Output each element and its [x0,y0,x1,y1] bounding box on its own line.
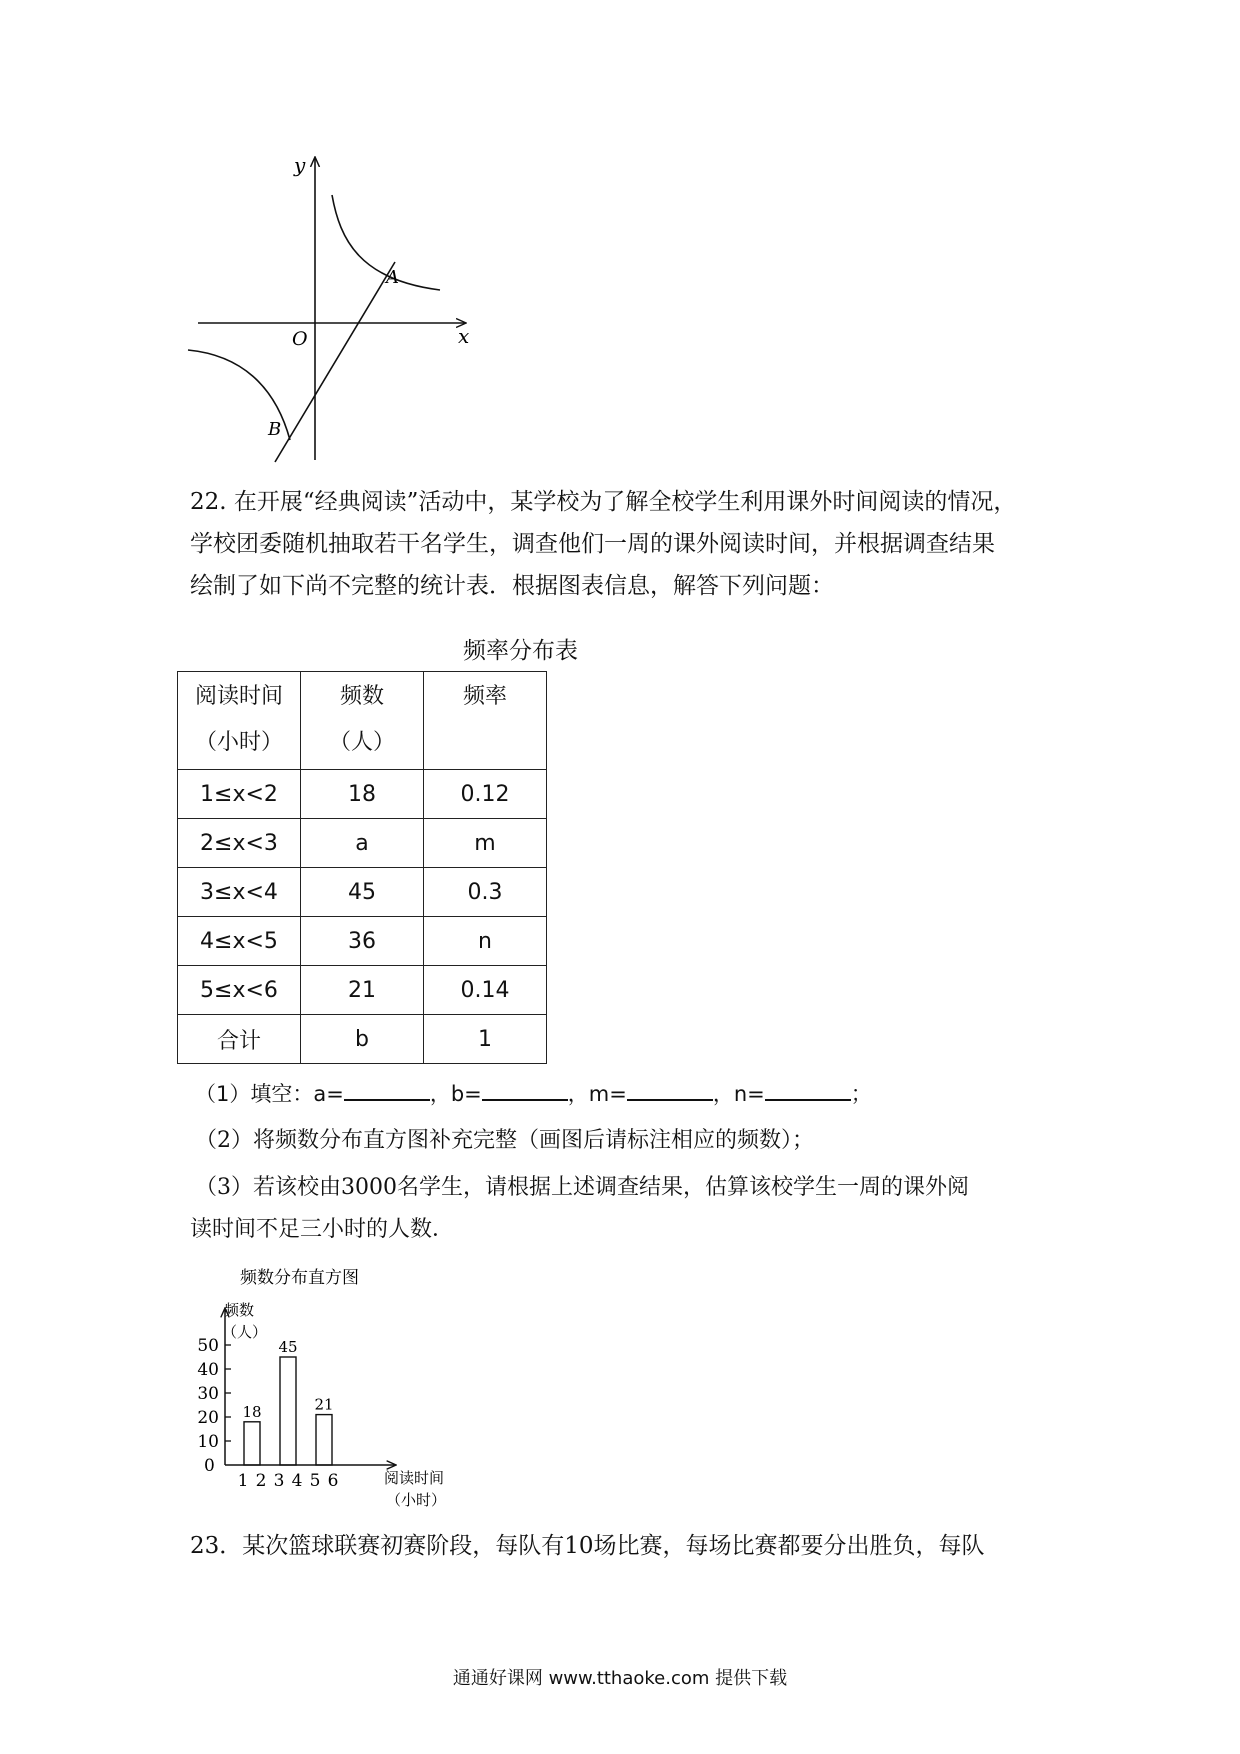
histogram-ylabel-1: 频数 [224,1301,255,1319]
table-header-row [178,672,547,770]
cell-rate: 0.12 [424,770,547,819]
straight-line [275,262,395,462]
cell-count: b [301,1015,424,1064]
y-tick-label: 20 [197,1408,219,1428]
y-tick-label: 40 [197,1360,219,1380]
cell-count: 21 [301,966,424,1015]
question-23-text: 23．某次篮球联赛初赛阶段，每队有10场比赛，每场比赛都要分出胜负，每队 [190,1533,985,1559]
frequency-table [177,671,547,1064]
cell-rate: 0.14 [424,966,547,1015]
origin-label: O [292,328,308,350]
histogram-ylabel-2: （人） [222,1323,268,1341]
table-row [178,770,547,819]
histogram-bar [244,1422,260,1465]
histogram-bar [316,1415,332,1465]
table-row [178,917,547,966]
x-tick-label: 4 [291,1471,303,1491]
header-frequency-rate: 频率 [424,672,547,770]
cell-interval: 2≤x<3 [178,819,301,868]
bar-value-label: 18 [242,1402,262,1421]
table-title: 频率分布表 [463,638,578,664]
sub-question-3: （3）若该校由3000名学生，请根据上述调查结果，估算该校学生一周的课外阅 读时间不足三小时的人数． [190,1175,969,1242]
bar-value-label: 21 [314,1395,334,1414]
cell-count: 45 [301,868,424,917]
x-tick-label: 5 [309,1471,321,1491]
sub-question-1: （1）填空：a= ，b= ，m= ，n= ； [195,1073,872,1115]
q22-line-3: 绘制了如下尚不完整的统计表．根据图表信息，解答下列问题： [190,573,834,599]
x-axis-label: x [458,324,470,348]
cell-rate: 0.3 [424,868,547,917]
blank-n [765,1075,851,1101]
blank-m [627,1075,713,1101]
cell-interval: 4≤x<5 [178,917,301,966]
cell-interval: 5≤x<6 [178,966,301,1015]
cell-count: 18 [301,770,424,819]
x-tick-label: 6 [327,1471,339,1491]
bar-value-label: 45 [278,1338,298,1356]
y-tick-label: 10 [197,1432,219,1452]
function-graph [180,150,480,470]
x-tick-label: 1 [237,1471,249,1491]
y-tick-label: 30 [197,1384,219,1404]
question-22-text [190,481,1070,607]
cell-rate: n [424,917,547,966]
table-row [178,868,547,917]
table-row [178,819,547,868]
blank-a [344,1075,430,1101]
blank-b [482,1075,568,1101]
cell-count: 36 [301,917,424,966]
table-row-total [178,1015,547,1064]
cell-rate: m [424,819,547,868]
point-a-label: A [386,267,399,288]
histogram-origin: 0 [204,1456,215,1476]
point-b-label: B [268,419,282,440]
y-tick-label: 50 [197,1336,219,1356]
sub-question-2: （2）将频数分布直方图补充完整（画图后请标注相应的频数）； [195,1128,814,1153]
cell-interval: 3≤x<4 [178,868,301,917]
cell-interval: 合计 [178,1015,301,1064]
y-axis-label: y [294,153,306,177]
header-frequency-count: 频数 （人） [301,672,424,770]
histogram-xlabel-2: （小时） [386,1491,447,1509]
x-tick-label: 2 [255,1471,267,1491]
cell-interval: 1≤x<2 [178,770,301,819]
histogram-title: 频数分布直方图 [240,1268,359,1288]
histogram-bar [280,1357,296,1465]
page-footer: 通通好课网 www.tthaoke.com 提供下载 [452,1668,788,1689]
cell-count: a [301,819,424,868]
histogram-marks [197,1336,338,1491]
cell-rate: 1 [424,1015,547,1064]
frequency-histogram [180,1265,480,1525]
q22-line-2: 学校团委随机抽取若干名学生，调查他们一周的课外阅读时间，并根据调查结果 [190,531,995,557]
table-row [178,966,547,1015]
header-reading-time: 阅读时间 （小时） [178,672,301,770]
q22-line-1: 22. 在开展“经典阅读”活动中，某学校为了解全校学生利用课外时间阅读的情况， [190,489,1017,515]
x-tick-label: 3 [273,1471,285,1491]
histogram-xlabel-1: 阅读时间 [384,1469,445,1487]
